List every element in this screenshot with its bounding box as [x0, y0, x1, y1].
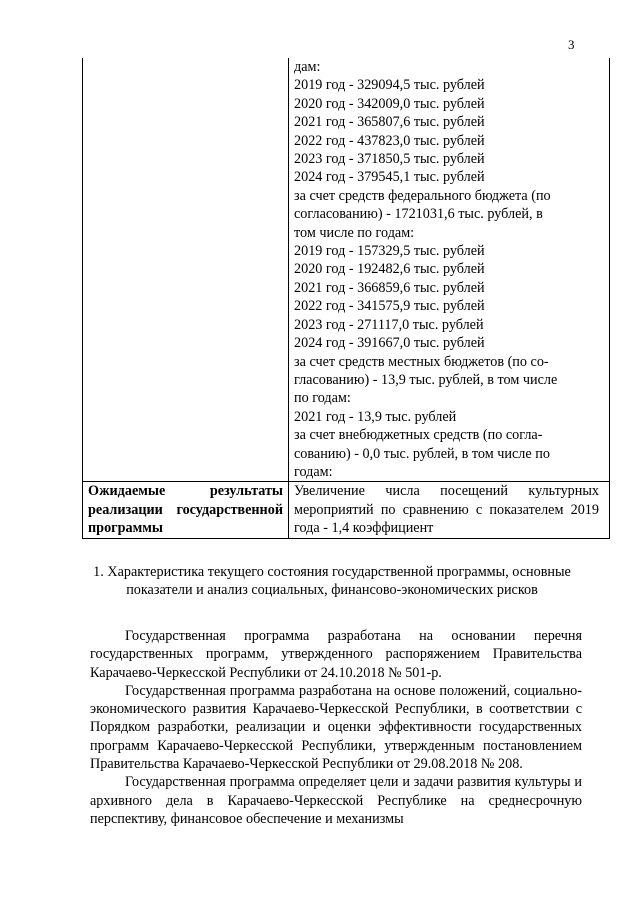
results-label: Ожидаемые результаты реализации государственной программы [83, 482, 289, 538]
funding-line: за счет средств местных бюджетов (по со- [294, 353, 549, 370]
funding-line: 2021 год - 365807,6 тыс. рублей [294, 114, 485, 131]
page-number: 3 [568, 37, 575, 52]
funding-line: 2020 год - 342009,0 тыс. рублей [294, 95, 485, 112]
program-passport-table [82, 58, 610, 539]
section-body [90, 627, 582, 828]
paragraph: Государственная программа разработана на основании перечня государственных программ, утвержденного распоряжением Правительства Карачаево-Черкесской Республики от 24.10.2018 № 501-р. [90, 628, 582, 681]
paragraph: Государственная программа определяет цели и задачи развития культуры и архивного дела в Карачаево-Черкесской Республике на среднесрочную перспективу, финансовое обеспечение и механизмы [90, 774, 582, 827]
results-text: Увеличение числа посещений культурных мероприятий по сравнению с показателем 2019 года - 1,4 коэффициент [289, 482, 610, 538]
funding-line: 2020 год - 192482,6 тыс. рублей [294, 261, 485, 278]
table-row-funding [83, 58, 610, 482]
funding-line: за счет средств федерального бюджета (по [294, 187, 551, 204]
funding-line: 2019 год - 329094,5 тыс. рублей [294, 77, 485, 94]
funding-line: 2023 год - 271117,0 тыс. рублей [294, 316, 484, 333]
funding-cell [289, 58, 610, 482]
funding-line: за счет внебюджетных средств (по согла- [294, 427, 543, 444]
funding-line: дам: [294, 59, 321, 75]
funding-line: 2024 год - 379545,1 тыс. рублей [294, 169, 485, 186]
paragraph: Государственная программа разработана на основе положений, социально-экономического развития Карачаево-Черкесской Республики, в соответствии с Порядком разработки, реализации и оценки эффективности государственных программ Карачаево-Черкесской Республики, утвержденным постановлением Правительства Карачаево-Черкесской Республики от 29.08.2018 № 208. [90, 682, 582, 773]
funding-line: том числе по годам: [294, 224, 415, 241]
funding-line: 2023 год - 371850,5 тыс. рублей [294, 151, 485, 168]
funding-line: согласованию) - 1721031,6 тыс. рублей, в [294, 206, 543, 223]
funding-line: 2021 год - 13,9 тыс. рублей [294, 408, 457, 425]
funding-line: 2022 год - 341575,9 тыс. рублей [294, 298, 485, 315]
funding-line: годам: [294, 463, 333, 480]
funding-line: сованию) - 0,0 тыс. рублей, в том числе по [294, 445, 550, 462]
funding-line: гласованию) - 13,9 тыс. рублей, в том числе [294, 371, 558, 388]
funding-line: 2022 год - 437823,0 тыс. рублей [294, 132, 485, 149]
funding-line: по годам: [294, 390, 351, 407]
funding-label-cell [83, 58, 289, 482]
table-row-results [83, 482, 610, 538]
funding-line: 2021 год - 366859,6 тыс. рублей [294, 279, 485, 296]
section-heading: 1. Характеристика текущего состояния государственной программы, основные показатели и анализ социальных, финансово-экономических рисков [93, 564, 571, 599]
funding-line: 2024 год - 391667,0 тыс. рублей [294, 335, 485, 352]
funding-line: 2019 год - 157329,5 тыс. рублей [294, 243, 485, 260]
